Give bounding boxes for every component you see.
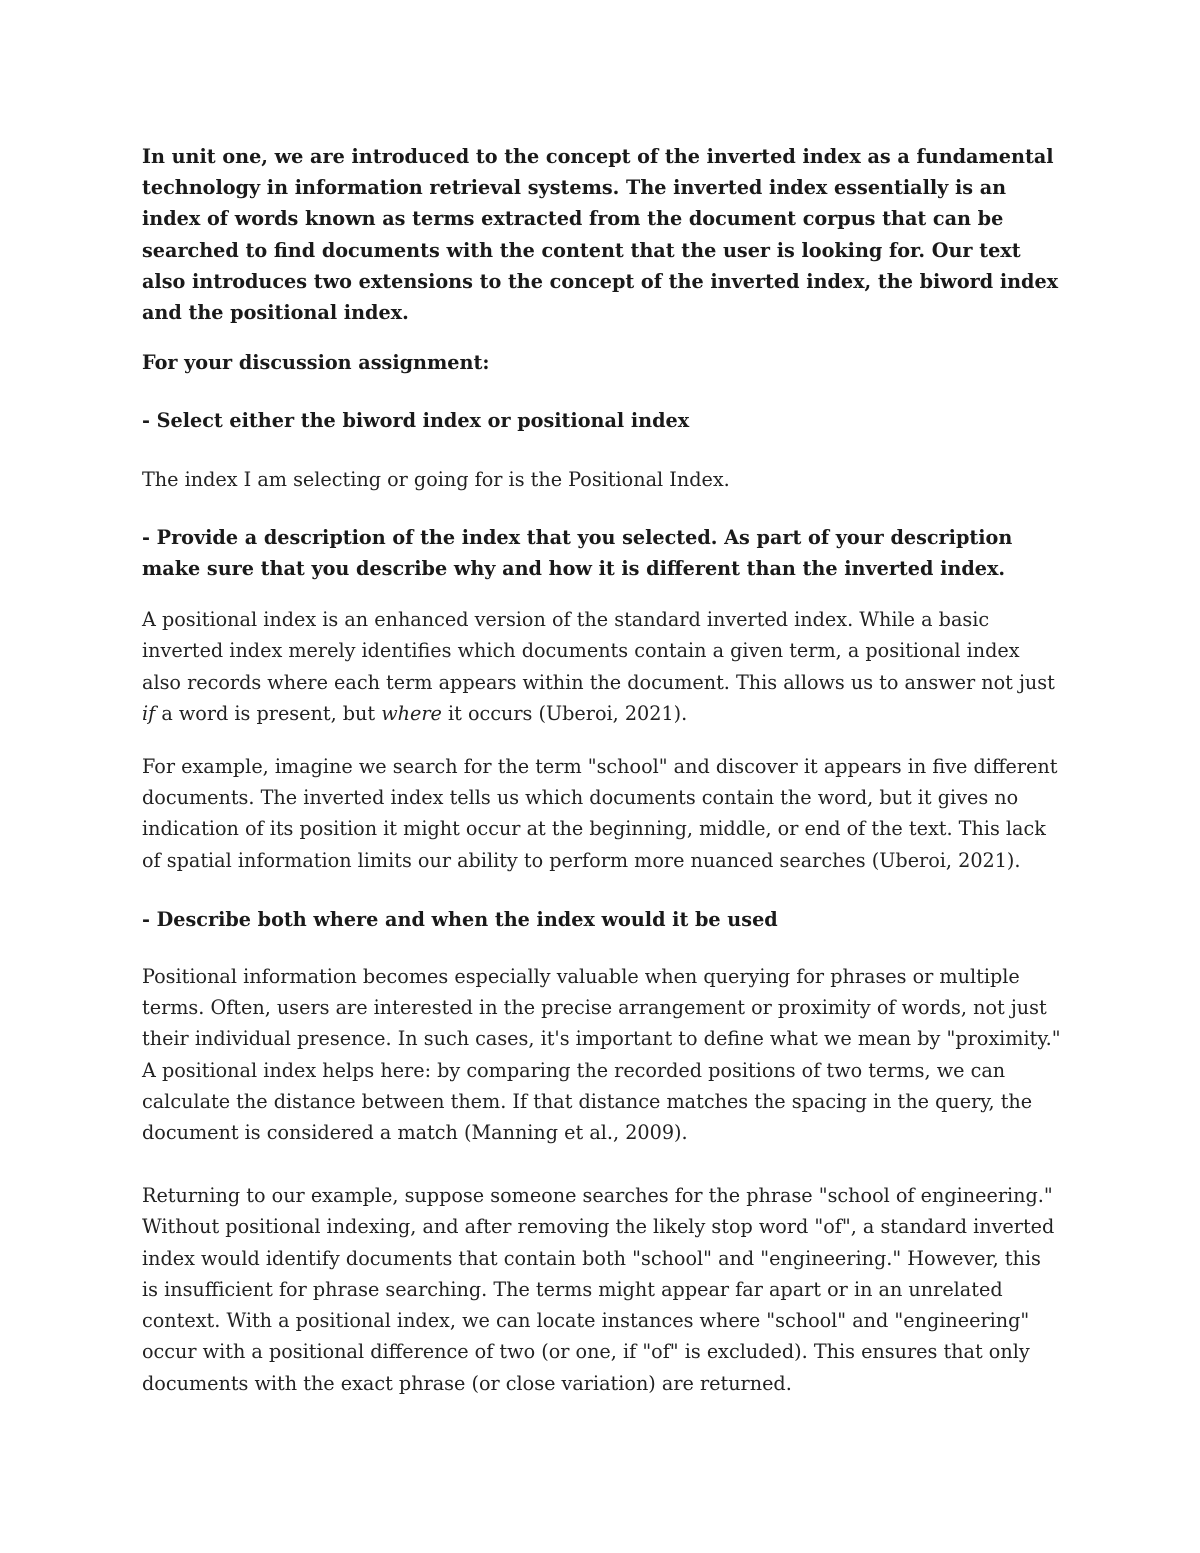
answer-description-text-1: A positional index is an enhanced version of the standard inverted index. While a basic inverted index merely identifies which documents contain a given term, a positional index also records where each term appears within the document. This allows us to answer not just	[142, 608, 1055, 694]
prompt-describe-index: - Provide a description of the index that you selected. As part of your description make sure that you describe why and how it is different than the inverted index.	[142, 525, 1013, 581]
answer-example-paragraph: For example, imagine we search for the term "school" and discover it appears in five different documents. The inverted index tells us which documents contain the word, but it gives no indication of its position it might occur at the beginning, middle, or end of the text. This lack of spatial information limits our ability to perform more nuanced searches (Uberoi, 2021).	[142, 755, 1058, 872]
document-body	[142, 141, 1062, 1399]
answer-description-em-where: where	[381, 701, 442, 725]
answer-description-paragraph	[142, 604, 1062, 729]
answer-phrase-example-paragraph: Returning to our example, suppose someone searches for the phrase "school of engineering." Without positional indexing, and after removing the likely stop word "of", a standard inverted index would identify documents that contain both "school" and "engineering." However, this is insufficient for phrase searching. The terms might appear far apart or in an unrelated context. With a positional index, we can locate instances where "school" and "engineering" occur with a positional difference of two (or one, if "of" is excluded). This ensures that only documents with the exact phrase (or close variation) are returned.	[142, 1184, 1055, 1395]
answer-select-index: The index I am selecting or going for is the Positional Index.	[142, 467, 730, 491]
answer-description-text-3: it occurs (Uberoi, 2021).	[441, 701, 688, 725]
prompt-select-index: - Select either the biword index or positional index	[142, 409, 690, 433]
prompt-where-when: - Describe both where and when the index would it be used	[142, 907, 778, 931]
answer-usage-paragraph: Positional information becomes especially valuable when querying for phrases or multiple terms. Often, users are interested in the precise arrangement or proximity of words, not just their individual presence. In such cases, it's important to define what we mean by "proximity." A positional index helps here: by comparing the recorded positions of two terms, we can calculate the distance between them. If that distance matches the spacing in the query, the document is considered a match (Manning et al., 2009).	[142, 965, 1061, 1145]
assignment-heading: For your discussion assignment:	[142, 351, 490, 375]
intro-paragraph: In unit one, we are introduced to the concept of the inverted index as a fundamental technology in information retrieval systems. The inverted index essentially is an index of words known as terms extracted from the document corpus that can be searched to find documents with the content that the user is looking for. Our text also introduces two extensions to the concept of the inverted index, the biword index and the positional index.	[142, 145, 1059, 325]
answer-description-em-if: if	[142, 701, 156, 725]
answer-description-text-2: a word is present, but	[155, 701, 382, 725]
